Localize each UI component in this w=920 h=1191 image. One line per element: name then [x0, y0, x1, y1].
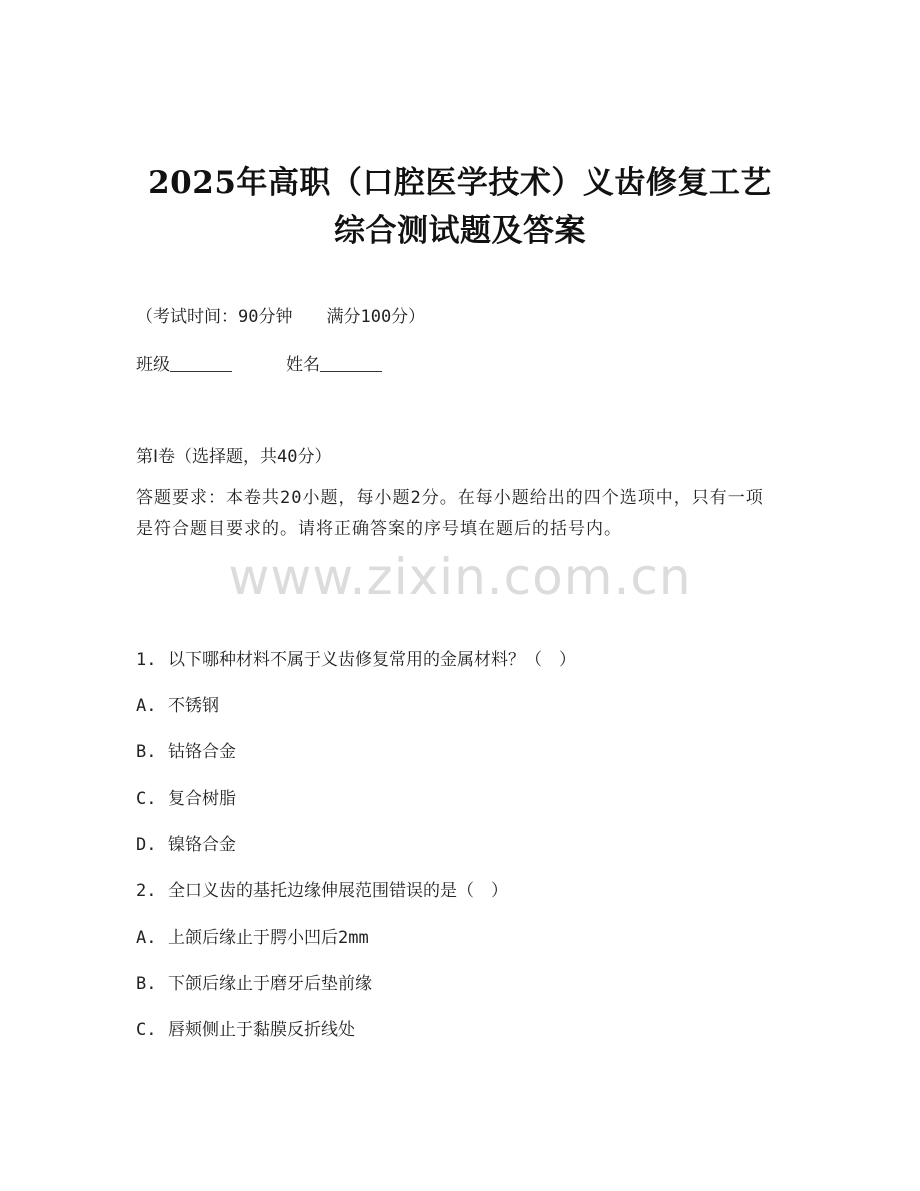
option-2c [136, 1015, 355, 1040]
option-1d [136, 830, 236, 855]
document-title-line-1: 2025年高职（口腔医学技术）义齿修复工艺 [148, 165, 772, 201]
watermark: www.zixin.com.cn [228, 548, 692, 606]
option-letter: C. [136, 1020, 157, 1040]
option-text: 不锈钢 [168, 696, 219, 716]
document-title-line-2: 综合测试题及答案 [334, 213, 586, 249]
option-text: 镍铬合金 [168, 835, 236, 855]
question-number: 2. [136, 881, 157, 901]
section-title: 第Ⅰ卷（选择题，共40分） [136, 447, 332, 467]
name-label: 姓名 [286, 355, 320, 375]
option-1a [136, 691, 219, 716]
option-text: 钴铬合金 [168, 742, 236, 762]
option-text: 复合树脂 [168, 789, 236, 809]
option-1b [136, 737, 236, 762]
option-letter: B. [136, 974, 157, 994]
option-2b [136, 969, 372, 994]
option-text: 上颌后缘止于腭小凹后2mm [168, 928, 369, 948]
exam-info: （考试时间：90分钟 满分100分） [136, 307, 426, 327]
name-blank [320, 355, 382, 372]
question-number: 1. [136, 650, 157, 670]
option-letter: A. [136, 928, 157, 948]
option-letter: B. [136, 742, 157, 762]
question-stem: 全口义齿的基托边缘伸展范围错误的是（ ） [168, 881, 508, 901]
question-stem: 以下哪种材料不属于义齿修复常用的金属材料？（ ） [168, 650, 576, 670]
option-letter: A. [136, 696, 157, 716]
option-text: 下颌后缘止于磨牙后垫前缘 [168, 974, 372, 994]
instructions: 答题要求：本卷共20小题，每小题2分。在每小题给出的四个选项中，只有一项是符合题目要求的。请将正确答案的序号填在题后的括号内。 [136, 488, 764, 539]
option-letter: D. [136, 835, 157, 855]
option-2a [136, 923, 369, 948]
class-blank [170, 355, 232, 372]
option-letter: C. [136, 789, 157, 809]
option-1c [136, 784, 236, 809]
student-fields [136, 350, 382, 375]
option-text: 唇颊侧止于黏膜反折线处 [168, 1020, 355, 1040]
question-2 [136, 876, 508, 901]
question-1 [136, 645, 576, 670]
class-label: 班级 [136, 355, 170, 375]
